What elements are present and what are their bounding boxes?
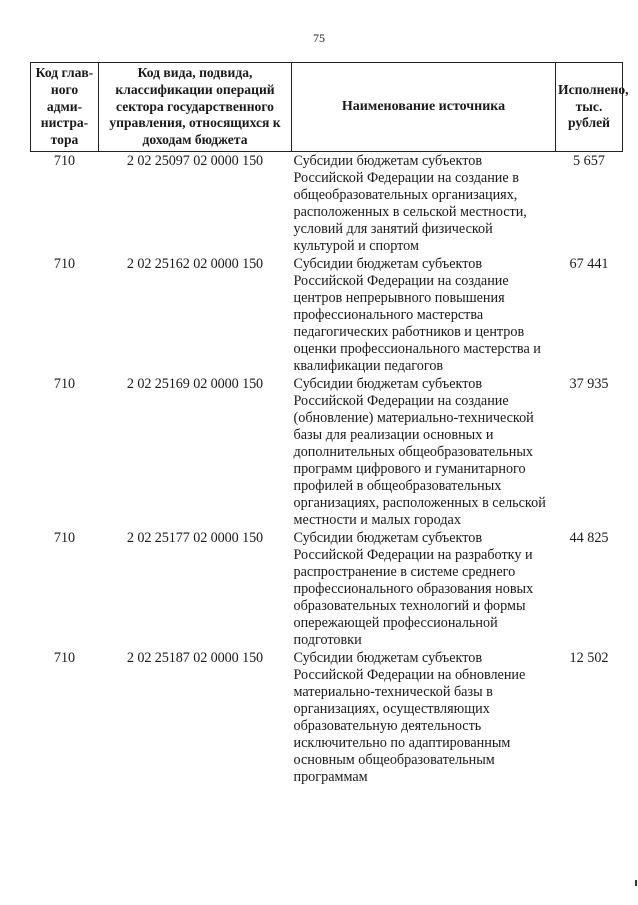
source-name-cell: Субсидии бюджетам субъектов Российской Федерации на разработку и распространение в системе среднего профессионального образования новых образовательных технологий и формы опережающей профессиональной подготовки	[293, 529, 534, 648]
table-row	[31, 256, 623, 376]
admin-code-cell: 710	[53, 529, 76, 546]
amount-cell: 44 825	[569, 529, 609, 546]
admin-code-cell: 710	[53, 255, 76, 272]
header-admin-code: Код глав-ного адми-нистра-тора	[31, 63, 99, 152]
table-header	[31, 63, 629, 152]
header-row	[31, 63, 623, 152]
classification-code-cell: 2 02 25162 02 0000 150	[126, 255, 264, 272]
admin-code-cell: 710	[53, 649, 76, 666]
source-name-cell: Субсидии бюджетам субъектов Российской Федерации на создание (обновление) материально-технической базы для реализации основных и дополнительных общеобразовательных программ цифрового и гуманитарного профилей в общеобразовательных организациях, расположенных в сельской местности и малых городах	[293, 375, 546, 528]
amount-cell: 5 657	[573, 152, 605, 169]
source-name-cell: Субсидии бюджетам субъектов Российской Федерации на создание центров непрерывного повышения профессионального мастерства педагогических работников и центров оценки профессионального мастерства и квалификации педагогов	[293, 255, 541, 374]
scan-edge-mark	[635, 880, 637, 886]
admin-code-cell: 710	[53, 375, 76, 392]
table-row	[31, 650, 623, 787]
amount-cell: 37 935	[569, 375, 609, 392]
admin-code-cell: 710	[53, 152, 76, 169]
table-body	[31, 151, 623, 787]
header-classification-code: Код вида, подвида, классификации операций сектора государственного управления, относящихся к доходам бюджета	[99, 63, 292, 152]
source-name-cell: Субсидии бюджетам субъектов Российской Федерации на обновление материально-технической базы в организациях, осуществляющих образовательную деятельность исключительно по адаптированным основным общеобразовательным программам	[293, 649, 526, 785]
table-row	[31, 376, 623, 530]
source-name-cell: Субсидии бюджетам субъектов Российской Федерации на создание в общеобразовательных организациях, расположенных в сельской местности, условий для занятий физической культурой и спортом	[293, 152, 527, 254]
revenue-sources-table	[30, 62, 629, 787]
classification-code-cell: 2 02 25097 02 0000 150	[126, 152, 264, 169]
amount-cell: 67 441	[569, 255, 609, 272]
classification-code-cell: 2 02 25177 02 0000 150	[126, 529, 264, 546]
header-source-name: Наименование источника	[292, 63, 556, 152]
header-amount: Исполнено, тыс. рублей	[556, 63, 623, 152]
classification-code-cell: 2 02 25169 02 0000 150	[126, 375, 264, 392]
table-row	[31, 151, 623, 256]
table-row	[31, 530, 623, 650]
page-number: 75	[313, 31, 325, 45]
classification-code-cell: 2 02 25187 02 0000 150	[126, 649, 264, 666]
amount-cell: 12 502	[569, 649, 609, 666]
